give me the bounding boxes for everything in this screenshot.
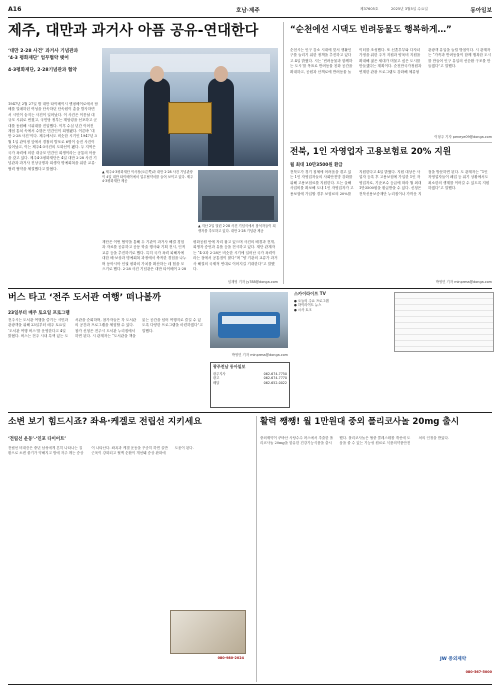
ad-section-rule	[8, 412, 492, 413]
person-figure	[144, 78, 170, 166]
section-divider	[290, 142, 492, 143]
jeju-photo2-caption: ▲ 지난 2일 열린 2·28 사건 기념식에서 참석자들이 희생자를 추모하고 있다. 대만 2·28 기념관 제공	[198, 224, 276, 233]
bus-headline: 버스 타고 ‘전주 도서관 여행’ 떠나볼까	[8, 293, 161, 303]
jeju-body-right: 재단은 이번 협약을 통해 두 기관이 과거사 해결 경험과 자료를 공유하고 공동 학술 행사와 기획 전시, 인적 교류 등을 추진하기로 했다. 특히 국가 폭력 피해자에 대한 배·보상과 명예회복 과정에서 축적한 경험을 나누며 동아시아 인권 평화의 가치를 확산하는 데 힘을 모으기로 했다. 2·28 사건 기념관은 대만 타이베이 2·28 평화공원 안에 자리 잡고 있으며 사건의 배경과 전개, 희생자 증언과 유품 등을 전시하고 있다. 재단 관계자는 “4·3과 2·28은 비슷한 시기에 일어난 국가 폭력이라는 점에서 공통점이 많다”며 “양 기관의 교류가 과거사 해결의 국제적 연대로 이어지길 기대한다”고 말했다.	[102, 240, 278, 272]
jeonbuk-body: 전북도가 경기 침체에 어려움을 겪고 있는 1인 자영업자들의 사회안전망 강화를 위해 고용보험료를 지원한다. 도는 올해 사업비를 확보해 도내 1인 자영업자가 고용보험에 가입할 경우 보험료의 20%를 지원한다고 4일 밝혔다. 지원 대상은 사업자 등록 후 고용보험에 가입한 1인 자영업자로, 기준보수 등급에 따라 월 최대 1만3500원을 환급받을 수 있다. 신청은 전북신용보증재단 누리집이나 가까운 지점을 방문하면 된다. 도 관계자는 “1인 자영업자들이 폐업 등 위기 상황에서도 최소한의 생계를 이어갈 수 있도록 지원하겠다”고 말했다.	[290, 170, 490, 196]
notice-row: 광주지사 062-674-7750	[213, 371, 287, 376]
ad1-body: 전립선 비대증은 중년 남성에게 흔히 나타나는 질환으로 소변 줄기가 약해지고 밤에 자주 깨는 증상이 나타난다. 좌욕과 케겔 운동을 꾸준히 하면 골반 근육이 강화되고 혈액 순환이 개선돼 증상 완화에 도움이 된다.	[8, 446, 194, 456]
suncheon-byline: 이형주 기자 peneye09@donga.com	[434, 135, 492, 139]
jeju-subheads	[8, 48, 98, 74]
schedule-grid	[394, 292, 494, 352]
ad1-lead: ‘전립선 운동’·‘인포 다이어트’	[8, 437, 67, 442]
bus-window	[222, 316, 276, 324]
masthead	[8, 6, 492, 16]
broadcast-title: 스카이라이프 TV	[294, 291, 326, 296]
jeju-subhead: 4·3평화재단, 2·28기념관과 협약	[8, 68, 77, 73]
column-divider	[283, 22, 284, 284]
ad-divider	[256, 416, 257, 682]
crowd-graphic	[202, 196, 274, 220]
notice-row: 광고 062-674-7770	[213, 376, 287, 381]
paper-name: 동아일보	[470, 8, 492, 14]
jeju-headline: 제주, 대만과 과거사 아픔 공유-연대한다	[8, 23, 259, 39]
bottom-rule	[8, 684, 492, 685]
ad2-phone: 080-567-5000	[465, 670, 492, 674]
person-head	[150, 66, 164, 82]
broadcast-row: ● 시사 토크	[294, 307, 312, 312]
jeju-second-photo	[198, 170, 278, 222]
signed-agreement	[168, 102, 212, 134]
issue-number: 제37605호	[360, 7, 379, 11]
section-rule	[8, 288, 492, 289]
jeju-byline: 임재영 기자 jy788@donga.com	[227, 280, 278, 284]
person-head	[214, 66, 228, 82]
broadcast-row: ● 하이라이트 뉴스	[294, 303, 322, 308]
bus-byline: 박영민 기자 minpress@donga.com	[231, 353, 288, 357]
banner-graphic	[110, 54, 270, 72]
ad2-body: 중외제약이 쿠바산 사탕수수 왁스에서 추출한 폴리코사놀 20mg을 함유한 건강기능식품을 출시했다. 폴리코사놀은 혈중 콜레스테롤 개선에 도움을 줄 수 있는 기능성 원료로 식품의약품안전처의 인정을 받았다.	[260, 436, 450, 446]
bus-photo	[210, 292, 288, 348]
ad1-headline: 소변 보기 힘드시죠? 좌욕·케겔로 전립선 지키세요	[8, 417, 202, 427]
notice-title: 광주전남 동아일보	[213, 364, 246, 369]
jeonbuk-headline: 전북, 1인 자영업자 고용보험료 20% 지원	[290, 147, 451, 157]
broadcast-row: ● 오늘의 주요 프로그램	[294, 298, 329, 303]
jeju-subhead: ‘대만 2·28 사건’ 과거사 기념관과	[8, 49, 79, 54]
notice-box	[210, 362, 290, 408]
page-number: A16	[8, 6, 22, 13]
broadcast-box	[294, 292, 492, 406]
suncheon-body: 순천시는 인구 감소 시대에 맞서 생활인구를 늘리기 위한 정책을 추진하고 있다고 4일 밝혔다. 시는 ‘빈려동물과 함께하는 도시’를 목표로 반려동물 친화 공간을 확대하고, 공원과 산책로에 반려동물 놀이터를 조성했다. 또 신혼부부와 다자녀 가정을 위한 주거 지원과 양육비 지원을 확대해 젊은 세대가 머물고 싶은 도시를 만들겠다는 계획이다. 순천만국가정원과 연계한 관광 프로그램도 강화해 체류형 관광객 유입을 늘릴 방침이다. 시 관계자는 “가족과 반려동물이 함께 행복한 도시를 만들어 인구 유입의 선순환 구조를 만들겠다”고 말했다.	[290, 48, 492, 74]
notice-row: 배달 062-652-0022	[213, 380, 287, 385]
ad1-phone: 080-980-2024	[217, 656, 244, 660]
suncheon-headline: “순천에선 시댁도 빈려동물도 행복하게…”	[290, 25, 452, 35]
jeonbuk-byline: 박영민 기자 minpress@donga.com	[435, 280, 492, 284]
jeju-main-photo	[102, 48, 278, 166]
masthead-rule	[8, 17, 492, 18]
issue-date: 2025년 3월5일 수요일	[391, 7, 428, 11]
jeonbuk-lead: 월 최대 10만3500원 환급	[290, 163, 343, 168]
ad2-brand-logo: JW 중외제약	[440, 657, 467, 662]
jeju-photo-caption: ▲ 제주4·3평화재단 이사장(오른쪽)과 대만 2·28 사건 기념관장이 4일 대만 타이베이에서 업무협약서를 들어 보이고 있다. 제주4·3평화재단 제공	[102, 170, 194, 184]
ad2-headline: 활력 쨍쨍! 월 1만원대 중외 폴리코사놀 20mg 출시	[260, 417, 460, 427]
ad1-product-image	[170, 610, 246, 654]
section-label: 호남·제주	[236, 8, 260, 14]
bus-body: 전주시는 도서관 여행을 즐기는 시민과 관광객을 위해 23일부터 매주 토요일 ‘도서관 여행 버스’를 운영한다고 4일 밝혔다. 버스는 전주 시내 특색 있는 도서관을 순회하며, 참가자들은 각 도서관의 공간과 프로그램을 체험할 수 있다. 참가 신청은 전주시 도서관 누리집에서 하면 된다. 시 관계자는 “도서관을 책을 읽는 공간을 넘어 여행지로 즐길 수 있도록 다양한 프로그램을 마련하겠다”고 말했다.	[8, 318, 203, 339]
jeju-body-left: 1947년 2월 27일 밤 대만 타이베이시 옌핑베이로에서 담배를 밀매하던 여성을 단속하던 단속원이 총을 발사하면서 시민이 숨지는 사건이 일어났다. 이 사건은 이튿날 대규모 시위로 번졌고, 국민당 정부는 계엄령을 선포하고 군대를 동원해 시위대를 진압했다. 이후 수십 년간 이어진 계엄 통치 속에서 수많은 민간인이 희생됐다. 이른바 ‘대만 2·28 사건’이다. 제주에서도 비슷한 시기인 1947년 3월 1일 관덕정 앞에서 경찰의 발포로 6명이 숨진 사건이 일어났고, 이는 제주4·3사건의 도화선이 됐다. 두 지역은 국가 폭력에 의한 대규모 민간인 희생이라는 공통의 아픔을 갖고 있다. 제주4·3평화재단은 4일 대만 2·28 사건 기념관과 과거사 진상규명과 희생자 명예회복을 위한 교류·협력 협약을 체결했다고 밝혔다.	[8, 102, 98, 171]
bus-lead: 23일부터 매주 토요일 프로그램	[8, 311, 70, 316]
jeju-subhead: ‘4·3 평화재단’ 업무협약 맺어	[8, 56, 69, 61]
